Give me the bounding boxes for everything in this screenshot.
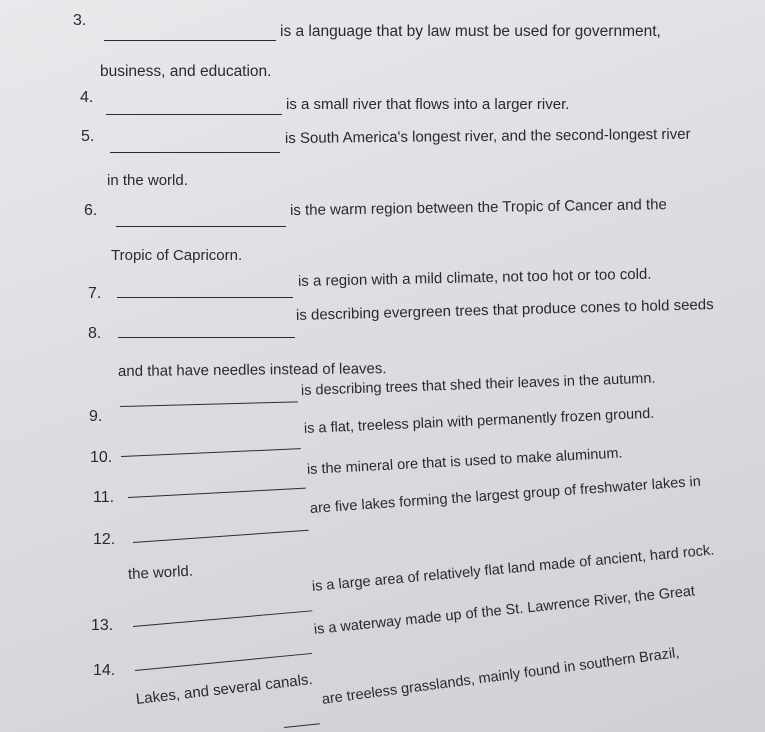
answer-blank[interactable] xyxy=(106,114,282,115)
answer-blank[interactable] xyxy=(117,297,293,298)
answer-blank[interactable] xyxy=(104,40,276,41)
question-number: 11. xyxy=(93,489,115,506)
question-text: is describing evergreen trees that produce cones to hold seeds xyxy=(295,296,714,324)
question-number: 13. xyxy=(91,617,114,634)
question-number: 3. xyxy=(73,12,87,29)
question-text: is the warm region between the Tropic of Cancer and the xyxy=(289,196,667,219)
answer-blank[interactable] xyxy=(110,152,280,153)
question-continuation: the world. xyxy=(127,562,194,583)
answer-blank[interactable] xyxy=(135,653,312,671)
answer-blank[interactable] xyxy=(120,401,298,407)
answer-blank[interactable] xyxy=(133,530,309,543)
question-number: 5. xyxy=(81,128,95,145)
question-text: is a region with a mild climate, not too hot or too cold. xyxy=(297,265,652,290)
question-text: is the mineral ore that is used to make aluminum. xyxy=(306,445,623,478)
question-continuation: Lakes, and several canals. xyxy=(135,670,314,708)
question-continuation: in the world. xyxy=(107,172,188,189)
question-number: 4. xyxy=(80,89,94,106)
question-number: 7. xyxy=(88,285,102,302)
answer-blank[interactable] xyxy=(116,226,286,227)
answer-blank[interactable] xyxy=(284,723,320,728)
question-text: is South America's longest river, and the second-longest river xyxy=(284,125,691,147)
question-text: are five lakes forming the largest group of freshwater lakes in xyxy=(309,473,702,517)
answer-blank[interactable] xyxy=(128,488,306,498)
question-text: is a small river that flows into a larger river. xyxy=(286,96,570,113)
question-text: are treeless grasslands, mainly found in southern Brazil, xyxy=(320,645,681,708)
question-number: 8. xyxy=(88,325,102,342)
question-number: 12. xyxy=(93,531,116,548)
question-continuation: business, and education. xyxy=(100,63,272,80)
answer-blank[interactable] xyxy=(121,448,301,457)
question-number: 14. xyxy=(93,662,116,679)
answer-blank[interactable] xyxy=(133,610,312,627)
question-text: is a waterway made up of the St. Lawrence River, the Great xyxy=(313,583,696,638)
question-text: is a language that by law must be used for government, xyxy=(280,23,661,40)
question-number: 6. xyxy=(84,202,98,219)
question-continuation: and that have needles instead of leaves. xyxy=(117,360,387,380)
question-number: 10. xyxy=(90,449,113,466)
question-text: is a flat, treeless plain with permanently frozen ground. xyxy=(303,405,655,437)
question-continuation: Tropic of Capricorn. xyxy=(111,247,243,264)
question-text: is describing trees that shed their leaves in the autumn. xyxy=(300,370,656,399)
answer-blank[interactable] xyxy=(118,337,295,338)
question-number: 9. xyxy=(89,408,103,425)
question-text: is a large area of relatively flat land made of ancient, hard rock. xyxy=(311,542,715,595)
